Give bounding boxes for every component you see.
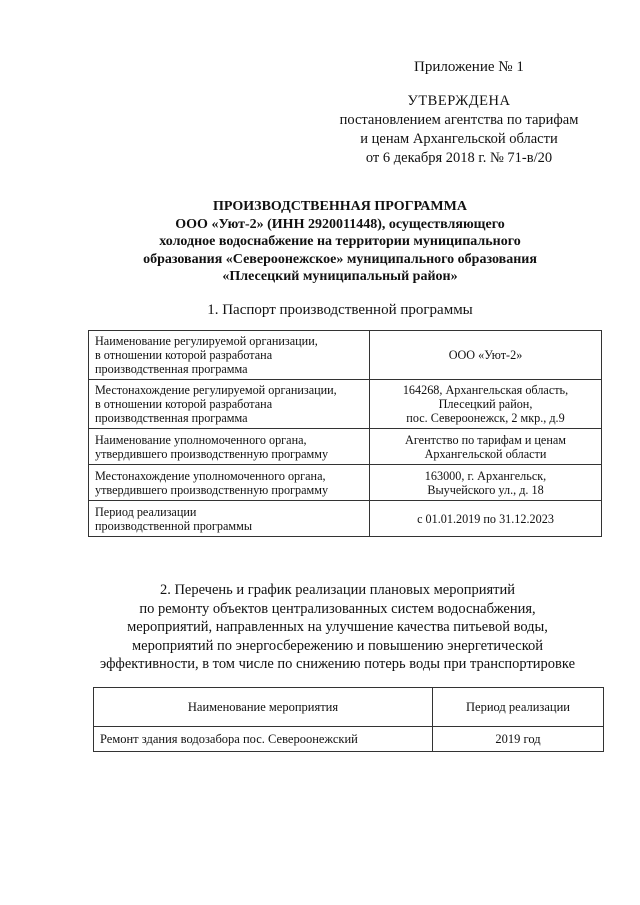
title-line: ООО «Уют-2» (ИНН 2920011448), осуществляющего xyxy=(175,216,505,232)
heading-line: эффективности, в том числе по снижению потерь воды при транспортировке xyxy=(99,656,576,672)
passport-label-cell xyxy=(89,429,370,465)
column-header-event: Наименование мероприятия xyxy=(94,688,433,727)
cell-line: Выучейского ул., д. 18 xyxy=(427,482,544,497)
events-table xyxy=(93,687,604,752)
passport-value-cell xyxy=(370,331,602,380)
passport-label-cell xyxy=(89,465,370,501)
approval-line: и ценам Архангельской области xyxy=(360,131,558,147)
cell-line: Архангельской области xyxy=(424,446,547,461)
passport-table xyxy=(88,330,602,537)
cell-line: в отношении которой разработана xyxy=(95,397,273,411)
table-row xyxy=(89,331,602,380)
passport-value-cell xyxy=(370,465,602,501)
passport-label-cell xyxy=(89,501,370,537)
table-header-row xyxy=(94,688,604,727)
document-title xyxy=(90,198,590,286)
section-1-heading: 1. Паспорт производственной программы xyxy=(207,302,473,318)
table-row xyxy=(89,380,602,429)
cell-line: ООО «Уют-2» xyxy=(448,348,523,362)
passport-label-cell xyxy=(89,331,370,380)
title-line: холодное водоснабжение на территории муниципального xyxy=(159,234,521,249)
passport-value-cell xyxy=(370,429,602,465)
cell-line: Местонахождение уполномоченного органа, xyxy=(95,468,326,483)
approval-heading: УТВЕРЖДЕНА xyxy=(407,93,511,109)
approval-line: постановлением агентства по тарифам xyxy=(339,112,579,128)
cell-line: 163000, г. Архангельск, xyxy=(424,468,547,483)
approval-block xyxy=(334,92,584,168)
heading-line: мероприятий по энергосбережению и повышению энергетической xyxy=(131,637,544,654)
cell-line: утвердившего производственную программу xyxy=(95,482,329,497)
cell-line: производственной программы xyxy=(95,518,253,533)
cell-line: 164268, Архангельская область, xyxy=(402,383,569,397)
cell-line: Плесецкий район, xyxy=(438,397,533,411)
cell-line: производственная программа xyxy=(95,362,248,376)
passport-value-cell xyxy=(370,501,602,537)
table-row xyxy=(89,429,602,465)
heading-line: мероприятий, направленных на улучшение качества питьевой воды, xyxy=(127,619,548,635)
passport-label-cell xyxy=(89,380,370,429)
section-2-heading xyxy=(80,581,595,674)
cell-line: с 01.01.2019 по 31.12.2023 xyxy=(417,511,554,526)
table-row xyxy=(94,727,604,752)
cell-line: пос. Североонежск, 2 мкр., д.9 xyxy=(406,411,565,425)
column-header-period: Период реализации xyxy=(433,688,604,727)
title-line: «Плесецкий муниципальный район» xyxy=(222,269,458,284)
cell-line: Агентство по тарифам и ценам xyxy=(405,432,566,447)
table-row xyxy=(89,501,602,537)
cell-line: производственная программа xyxy=(95,411,248,425)
cell-line: Наименование регулируемой организации, xyxy=(95,334,318,348)
title-line: ПРОИЗВОДСТВЕННАЯ ПРОГРАММА xyxy=(213,199,467,214)
cell-line: Период реализации xyxy=(95,504,197,519)
cell-line: утвердившего производственную программу xyxy=(95,446,329,461)
cell-line: Наименование уполномоченного органа, xyxy=(95,432,307,447)
approval-line: от 6 декабря 2018 г. № 71-в/20 xyxy=(365,150,553,166)
heading-line: по ремонту объектов централизованных систем водоснабжения, xyxy=(139,600,536,617)
event-period-cell: 2019 год xyxy=(433,727,604,752)
event-name-cell: Ремонт здания водозабора пос. Североонежский xyxy=(94,727,433,752)
title-line: образования «Североонежское» муниципального образования xyxy=(143,251,537,267)
cell-line: Местонахождение регулируемой организации, xyxy=(95,383,337,397)
heading-line: 2. Перечень и график реализации плановых мероприятий xyxy=(159,582,516,598)
passport-value-cell xyxy=(370,380,602,429)
cell-line: в отношении которой разработана xyxy=(95,348,273,362)
appendix-number: Приложение № 1 xyxy=(414,59,524,75)
table-row xyxy=(89,465,602,501)
